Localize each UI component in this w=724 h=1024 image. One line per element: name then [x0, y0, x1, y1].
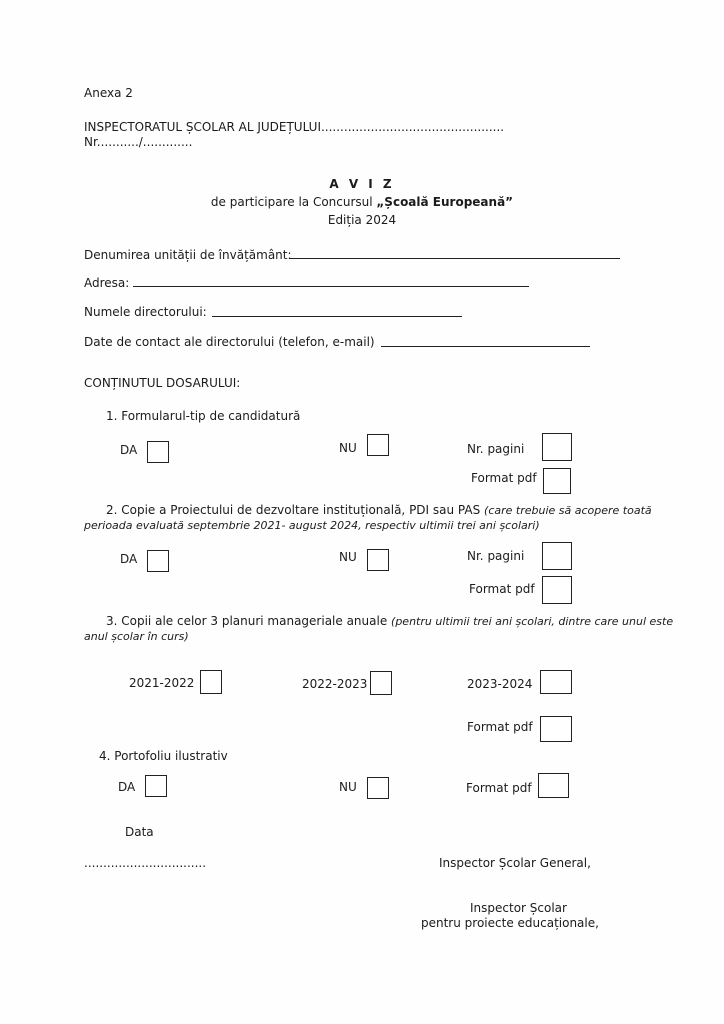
- item1-label: 1. Formularul-tip de candidatură: [106, 409, 301, 423]
- year-2022-2023-label: 2022-2023: [302, 677, 368, 691]
- annex-label: Anexa 2: [84, 86, 133, 100]
- year-2021-2022-label: 2021-2022: [129, 676, 195, 690]
- item1-pages-label: Nr. pagini: [467, 442, 525, 456]
- document-title: A V I Z: [329, 177, 395, 191]
- item4-nu-checkbox[interactable]: [367, 777, 389, 799]
- item1-pdf-checkbox[interactable]: [543, 468, 571, 494]
- registration-number: Nr.........../.............: [84, 135, 193, 149]
- item4-nu-label: NU: [339, 780, 357, 794]
- item2-nu-checkbox[interactable]: [367, 549, 389, 571]
- item2-da-checkbox[interactable]: [147, 550, 169, 572]
- item4-pdf-checkbox[interactable]: [538, 773, 569, 798]
- item3-note-1: (pentru ultimii trei ani școlari, dintre care unul este: [391, 615, 674, 628]
- item1-pdf-label: Format pdf: [471, 471, 537, 485]
- address-field[interactable]: [133, 286, 529, 287]
- subtitle-prefix: de participare la Concursul: [210, 195, 377, 209]
- contents-heading: CONȚINUTUL DOSARULUI:: [84, 376, 241, 390]
- year-2023-2024-label: 2023-2024: [467, 677, 533, 691]
- item3-label-text: 3. Copii ale celor 3 planuri manageriale anuale: [106, 614, 392, 628]
- item2-note-1: (care trebuie să acopere toată: [484, 504, 652, 517]
- director-contact-label: Date de contact ale directorului (telefon, e-mail): [84, 335, 375, 349]
- unit-name-label: Denumirea unității de învățământ:: [84, 248, 292, 262]
- item2-pdf-checkbox[interactable]: [542, 576, 572, 604]
- year-2022-2023-checkbox[interactable]: [370, 671, 392, 695]
- item1-pages-box[interactable]: [542, 433, 572, 461]
- unit-name-field[interactable]: [290, 258, 620, 259]
- director-contact-field[interactable]: [381, 346, 590, 347]
- school-inspector-title: Inspector Școlar: [470, 901, 567, 915]
- year-2021-2022-checkbox[interactable]: [200, 670, 222, 694]
- year-2023-2024-checkbox[interactable]: [540, 670, 572, 694]
- item3-pdf-label: Format pdf: [467, 720, 533, 734]
- item2-note-2: perioada evaluată septembrie 2021- august 2024, respectiv ultimii trei ani școlari): [84, 519, 540, 532]
- school-inspector-role: pentru proiecte educaționale,: [421, 916, 599, 930]
- document-subtitle: [0, 195, 724, 209]
- item1-nu-checkbox[interactable]: [367, 434, 389, 456]
- item2-label: [106, 503, 652, 517]
- item1-da-label: DA: [120, 443, 138, 457]
- date-label: Data: [125, 825, 154, 839]
- item4-da-label: DA: [118, 780, 136, 794]
- director-name-label: Numele directorului:: [84, 305, 207, 319]
- item2-nu-label: NU: [339, 550, 357, 564]
- item4-label: 4. Portofoliu ilustrativ: [99, 749, 228, 763]
- institution-line: INSPECTORATUL ȘCOLAR AL JUDEȚULUI................................................: [84, 120, 505, 134]
- director-name-field[interactable]: [212, 316, 462, 317]
- item4-da-checkbox[interactable]: [145, 775, 167, 797]
- item2-label-text: 2. Copie a Proiectului de dezvoltare instituțională, PDI sau PAS: [106, 503, 485, 517]
- edition: Ediția 2024: [327, 213, 397, 227]
- item2-pages-label: Nr. pagini: [467, 549, 525, 563]
- item2-da-label: DA: [120, 552, 138, 566]
- item3-note-2: anul școlar în curs): [84, 630, 189, 643]
- general-inspector-signature: Inspector Școlar General,: [439, 856, 591, 870]
- item4-pdf-label: Format pdf: [466, 781, 532, 795]
- item3-pdf-checkbox[interactable]: [540, 716, 572, 742]
- item1-nu-label: NU: [339, 441, 357, 455]
- address-label: Adresa:: [84, 276, 130, 290]
- item2-pages-box[interactable]: [542, 542, 572, 570]
- contest-name: „Școală Europeană”: [376, 195, 514, 209]
- item3-label: [106, 614, 673, 628]
- item2-pdf-label: Format pdf: [469, 582, 535, 596]
- item1-da-checkbox[interactable]: [147, 441, 169, 463]
- date-field[interactable]: ................................: [84, 856, 207, 870]
